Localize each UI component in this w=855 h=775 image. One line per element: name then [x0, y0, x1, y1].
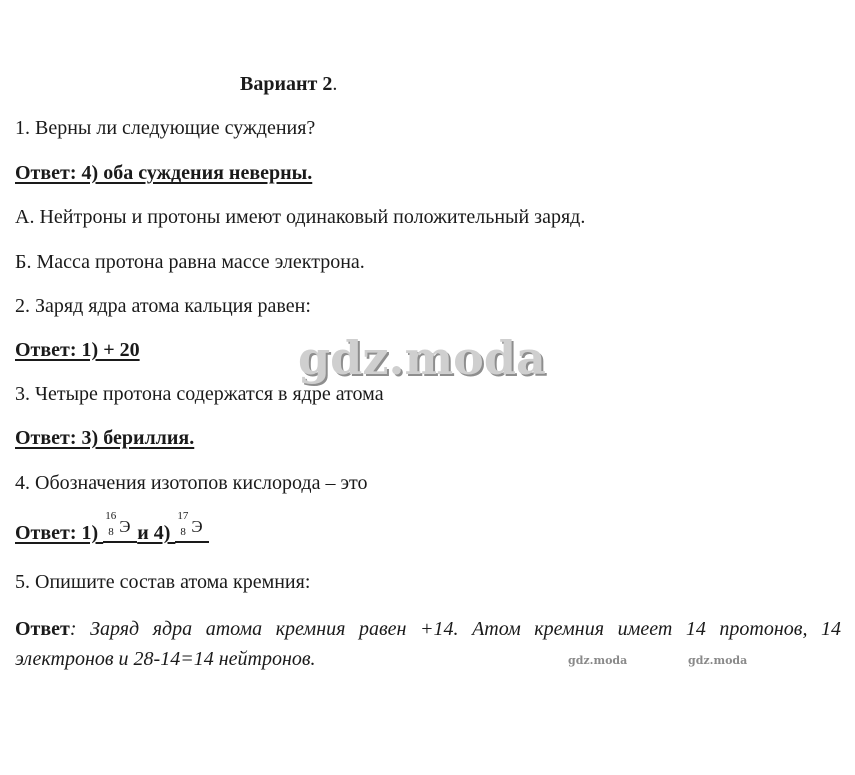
watermark-main: gdz.moda [298, 331, 546, 385]
variant-title-dot: . [332, 73, 338, 95]
answer-1: Ответ: 4) оба суждения неверны. [15, 162, 313, 184]
answer-4-mid: и 4) [137, 522, 176, 544]
answer-2: Ответ: 1) + 20 [15, 339, 140, 361]
variant-title-label: Вариант 2 [240, 73, 333, 95]
answer-5-label: Ответ [15, 618, 70, 640]
isotope-2 [175, 510, 209, 539]
question-3: 3. Четыре протона содержатся в ядре атома [15, 383, 384, 405]
watermark-small-1: gdz.moda [568, 654, 628, 667]
question-5: 5. Опишите состав атома кремния: [15, 571, 311, 593]
question-2: 2. Заряд ядра атома кальция равен: [15, 295, 311, 317]
statement-a: А. Нейтроны и протоны имеют одинаковый положительный заряд. [15, 206, 586, 228]
answer-4 [15, 510, 209, 545]
isotope-2-underline [175, 541, 209, 543]
variant-title [240, 72, 337, 96]
isotope-1 [103, 510, 137, 539]
isotope-1-underline [103, 541, 137, 543]
isotope-2-mass: 17 [177, 510, 189, 522]
isotope-1-symbol: Э [119, 517, 131, 536]
isotope-1-number: 8 [108, 526, 114, 538]
watermark-small-2: gdz.moda [688, 654, 748, 667]
answer-3: Ответ: 3) бериллия. [15, 427, 195, 449]
question-1: 1. Верны ли следующие суждения? [15, 117, 316, 139]
statement-b: Б. Масса протона равна массе электрона. [15, 251, 365, 273]
isotope-2-symbol: Э [191, 517, 203, 536]
isotope-1-mass: 16 [105, 510, 117, 522]
isotope-2-number: 8 [180, 526, 186, 538]
answer-5-text: : Заряд ядра атома кремния равен +14. Атом кремния имеет 14 протонов, 14 электронов и 28-14=14 нейтронов. [15, 618, 841, 670]
answer-4-prefix: Ответ: 1) [15, 522, 104, 544]
question-4: 4. Обозначения изотопов кислорода – это [15, 472, 368, 494]
